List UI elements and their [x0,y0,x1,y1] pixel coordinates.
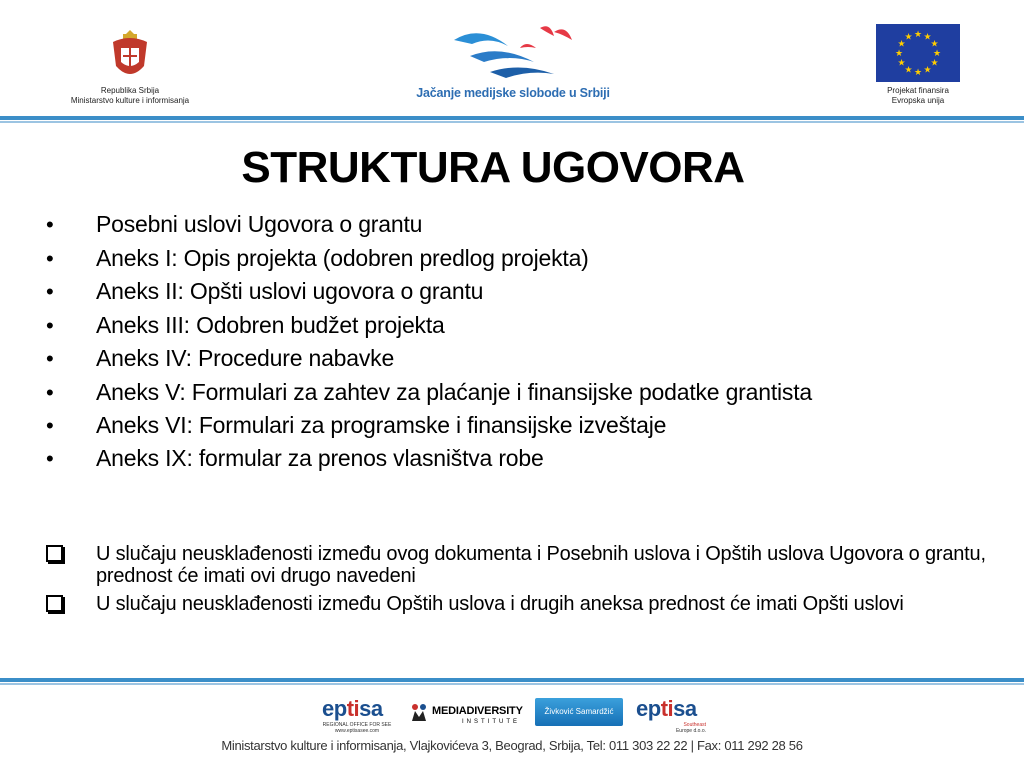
eu-star-icon: ★ [930,57,939,68]
serbia-coat-of-arms-icon [111,26,149,84]
slide-title: STRUKTURA UGOVORA [241,143,745,192]
contract-structure-list [40,212,990,480]
eu-star-icon: ★ [897,38,906,49]
bullet-icon: • [46,212,54,237]
checkbox-bullet-icon [46,545,63,562]
note-item [40,543,990,587]
list-item [40,246,990,271]
serbia-ministry-logo [60,26,200,108]
eu-star-icon: ★ [904,31,913,42]
list-item [40,313,990,338]
project-slogan: Jačanje medijske slobode u Srbiji [416,86,610,100]
checkbox-bullet-icon [46,595,63,612]
eptisa-regional-logo [322,696,392,736]
eu-logo-line2: Evropska unija [891,96,945,105]
mdi-name: MEDIADIVERSITY [432,705,523,717]
eu-star-icon: ★ [894,48,904,58]
footer-divider-thin [0,683,1024,685]
zivkovic-samardzic-logo: Živković Samardžić [535,698,623,726]
footer-divider [0,678,1024,682]
bullet-icon: • [46,446,54,471]
note-item-text: U slučaju neusklađenosti između ovog dokumenta i Posebnih uslova i Opštih uslova Ugovora o grantu, prednost će imati ovi drugo navedeni [96,543,986,587]
serbia-logo-line1: Republika Srbija [100,86,160,95]
list-item [40,212,990,237]
bullet-icon: • [46,379,54,405]
bullet-icon: • [46,279,54,304]
eu-star-icon: ★ [913,29,923,39]
eptisa-wordmark: eptisa [636,696,697,721]
eu-star-icon: ★ [923,64,932,75]
list-item-text: Aneks V: Formulari za zahtev za plaćanje i finansijske podatke grantista [96,378,813,405]
header-divider-thin [0,121,1024,123]
eptisa-southeast-sub2: Europe d.o.o. [675,728,706,734]
note-item [40,593,990,615]
eu-star-icon: ★ [913,67,923,77]
eptisa-southeast-logo [636,696,706,736]
bullet-icon: • [46,412,54,438]
list-item-text: Aneks IV: Procedure nabavke [96,345,395,371]
eu-star-icon: ★ [932,48,942,58]
eu-star-icon: ★ [904,64,913,75]
list-item [40,346,990,371]
bullet-icon: • [46,312,54,338]
footer-address: Ministarstvo kulture i informisanja, Vlajkovićeva 3, Beograd, Srbija, Tel: 011 303 22 22 | Fax: 011 292 28 56 [221,738,803,753]
note-item-text: U slučaju neusklađenosti između Opštih uslova i drugih aneksa prednost će imati Opšti uslovi [96,593,904,615]
mdi-figure-icon [410,703,428,721]
eu-star-icon: ★ [930,38,939,49]
list-item [40,380,990,405]
eu-flag-icon [876,24,960,82]
list-item-text: Aneks II: Opšti uslovi ugovora o grantu [96,278,484,304]
list-item-text: Aneks I: Opis projekta (odobren predlog projekta) [96,244,589,271]
list-item [40,279,990,304]
eu-logo-line1: Projekat finansira [887,86,949,95]
eu-star-icon: ★ [923,31,932,42]
eu-star-icon: ★ [897,57,906,68]
list-item [40,446,990,471]
list-item-text: Aneks VI: Formulari za programske i finansijske izveštaje [96,411,667,438]
media-diversity-institute-logo [410,703,523,733]
project-logo [398,22,628,106]
eptisa-regional-sub1: REGIONAL OFFICE FOR SEE [322,722,392,728]
eptisa-southeast-sub1: Southeast [683,722,706,728]
list-item-text: Aneks III: Odobren budžet projekta [96,311,445,338]
eptisa-wordmark: eptisa [322,696,383,721]
eptisa-regional-sub2: www.eptisasee.com [334,728,380,734]
eu-funding-logo [866,24,970,108]
list-item-text: Aneks IX: formular za prenos vlasništva robe [96,445,544,471]
notes-list [40,543,990,621]
header-divider [0,116,1024,120]
mdi-sub: INSTITUTE [462,719,520,725]
serbia-logo-line2: Ministarstvo kulture i informisanja [70,96,190,105]
bullet-icon: • [46,245,54,271]
list-item-text: Posebni uslovi Ugovora o grantu [96,211,423,237]
bullet-icon: • [46,346,54,371]
list-item [40,413,990,438]
birds-wave-icon [450,22,580,84]
